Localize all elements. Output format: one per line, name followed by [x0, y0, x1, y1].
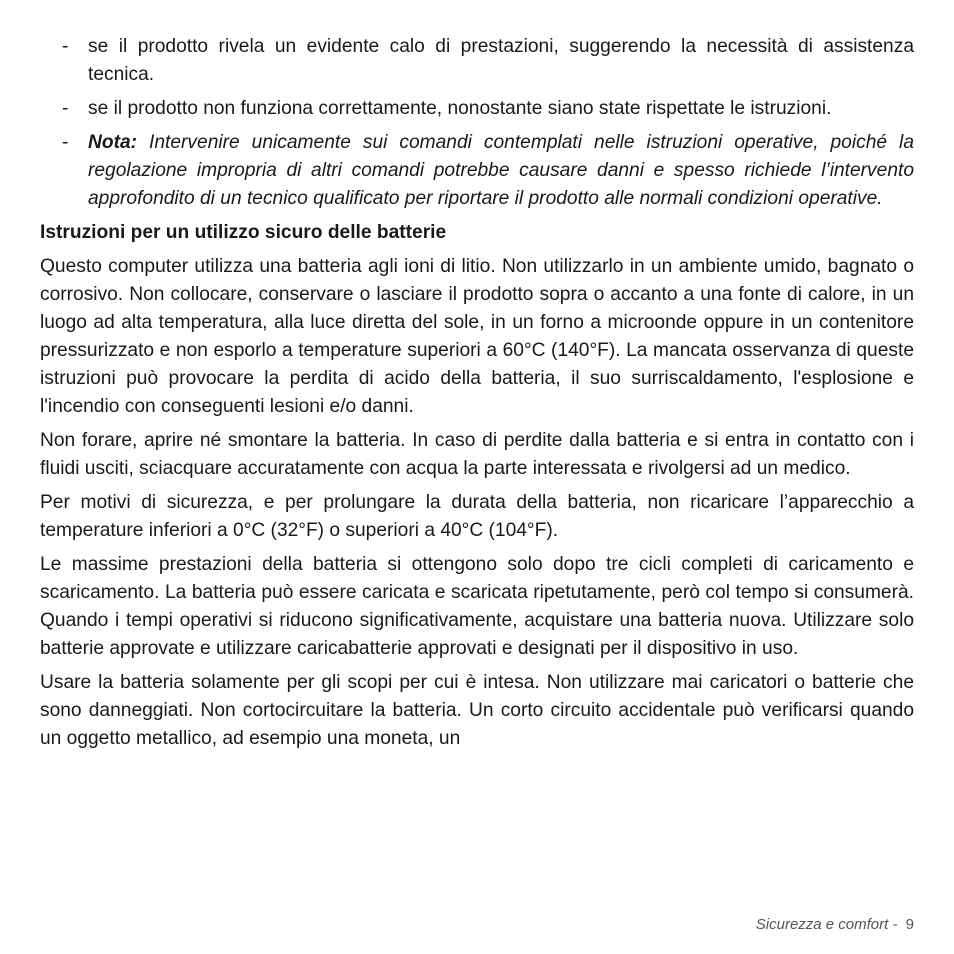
bullet-item: [40, 95, 914, 123]
footer-section-title: Sicurezza e comfort -: [755, 916, 898, 933]
bullet-item: [40, 33, 914, 89]
bullet-dash: -: [62, 98, 69, 119]
bullet-dash: -: [62, 132, 69, 153]
section-heading: Istruzioni per un utilizzo sicuro delle batterie: [40, 222, 447, 243]
page-number: 9: [905, 916, 914, 933]
document-page: [40, 33, 914, 759]
note-label: Nota:: [88, 132, 138, 153]
page-footer: [756, 916, 914, 933]
paragraph: Usare la batteria solamente per gli scopi per cui è intesa. Non utilizzare mai caricatori o batterie che sono danneggiati. Non cortocircuitare la batteria. Un corto circuito accidentale può verificarsi quando un oggetto metallico, ad esempio una moneta, un: [40, 672, 914, 749]
paragraph: Non forare, aprire né smontare la batteria. In caso di perdite dalla batteria e si entra in contatto con i fluidi usciti, sciacquare accuratamente con acqua la parte interessata e rivolgersi ad un medico.: [40, 430, 914, 479]
paragraph: Per motivi di sicurezza, e per prolungare la durata della batteria, non ricaricare l’apparecchio a temperature inferiori a 0°C (32°F) o superiori a 40°C (104°F).: [40, 492, 914, 541]
paragraph: Le massime prestazioni della batteria si ottengono solo dopo tre cicli completi di caricamento e scaricamento. La batteria può essere caricata e scaricata ripetutamente, però col tempo si consumerà. Quando i tempi operativi si riducono significativamente, acquistare una batteria nuova. Utilizzare solo batterie approvate e utilizzare caricabatterie approvati e designati per il dispositivo in uso.: [40, 554, 914, 659]
bullet-text: se il prodotto rivela un evidente calo di prestazioni, suggerendo la necessità di assistenza tecnica.: [88, 36, 914, 85]
note-text: Intervenire unicamente sui comandi contemplati nelle istruzioni operative, poiché la regolazione impropria di altri comandi potrebbe causare danni e spesso richiede l’intervento approfondito di un tecnico qualificato per riportare il prodotto alle normali condizioni operative.: [88, 132, 914, 209]
note-item: [40, 129, 914, 213]
bullet-list: [40, 33, 914, 213]
bullet-dash: -: [62, 36, 69, 57]
paragraph: Questo computer utilizza una batteria agli ioni di litio. Non utilizzarlo in un ambiente umido, bagnato o corrosivo. Non collocare, conservare o lasciare il prodotto sopra o accanto a una fonte di calore, in un luogo ad alta temperatura, alla luce diretta del sole, in un forno a microonde oppure in un contenitore pressurizzato e non esporlo a temperature superiori a 60°C (140°F). La mancata osservanza di queste istruzioni può provocare la perdita di acido della batteria, il suo surriscaldamento, l'esplosione e l'incendio con conseguenti lesioni e/o danni.: [40, 256, 914, 417]
bullet-text: se il prodotto non funziona correttamente, nonostante siano state rispettate le istruzioni.: [88, 98, 832, 119]
